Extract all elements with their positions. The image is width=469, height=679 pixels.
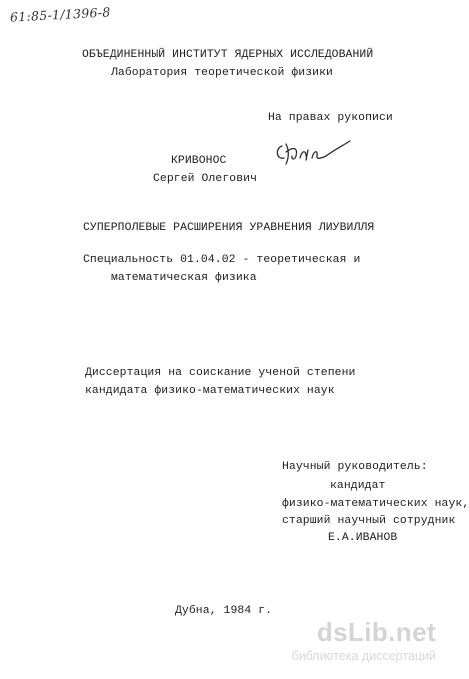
- supervisor-label: Научный руководитель:: [282, 461, 428, 473]
- author-signature: [270, 136, 355, 170]
- handwritten-catalog-text: 61:85-1/1396-8: [9, 4, 111, 25]
- author-surname: КРИВОНОС: [171, 155, 227, 167]
- specialty-line-1: Специальность 01.04.02 - теоретическая и: [83, 254, 361, 266]
- handwritten-catalog-number: [4, 2, 154, 28]
- watermark: [291, 617, 436, 665]
- watermark-brand: dsLib.net: [316, 617, 436, 647]
- author-first-name: Сергей Олегович: [153, 173, 258, 185]
- supervisor-field: физико-математических наук,: [282, 498, 469, 510]
- institute-name: ОБЪЕДИНЕННЫЙ ИНСТИТУТ ЯДЕРНЫХ ИССЛЕДОВАНИЙ: [82, 49, 374, 61]
- supervisor-name: Е.А.ИВАНОВ: [328, 532, 398, 544]
- supervisor-position: старший научный сотрудник: [282, 515, 456, 527]
- laboratory-name: Лаборатория теоретической физики: [111, 67, 333, 79]
- place-and-year: Дубна, 1984 г.: [175, 605, 273, 617]
- watermark-subtitle: библиотека диссертаций: [291, 649, 436, 663]
- supervisor-degree: кандидат: [330, 480, 386, 492]
- thesis-title: СУПЕРПОЛЕВЫЕ РАСШИРЕНИЯ УРАВНЕНИЯ ЛИУВИЛЛЯ: [83, 222, 375, 234]
- dissertation-line-1: Диссертация на соискание ученой степени: [85, 367, 356, 379]
- manuscript-rights-note: На правах рукописи: [268, 112, 393, 124]
- dissertation-line-2: кандидата физико-математических наук: [85, 385, 335, 397]
- specialty-line-2: математическая физика: [111, 272, 257, 284]
